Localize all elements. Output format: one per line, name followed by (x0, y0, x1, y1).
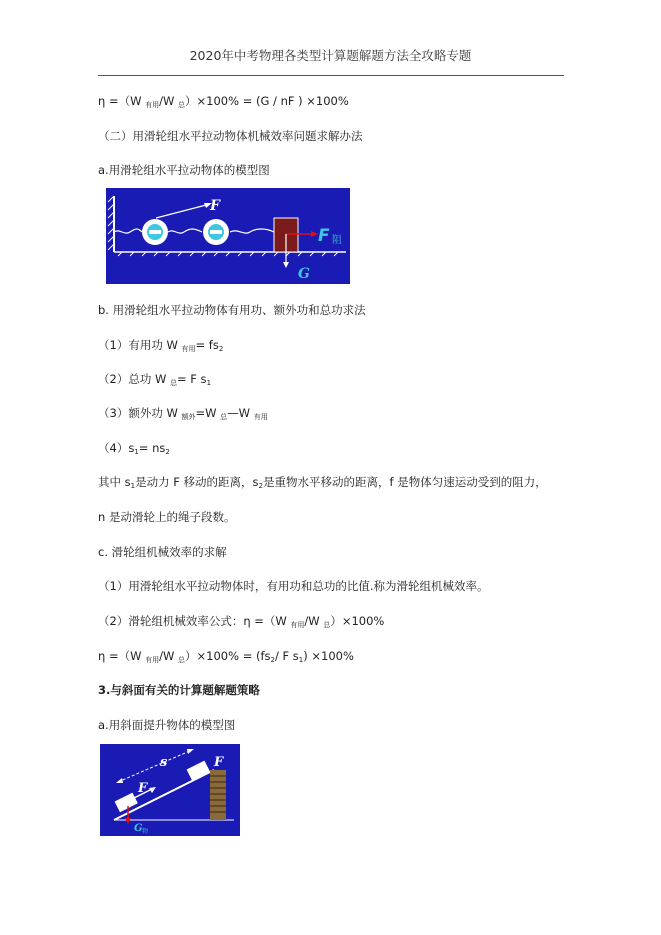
subheading-model-diagram (98, 162, 270, 178)
text-span: /W (159, 94, 179, 108)
text-span: b. 用滑轮组水平拉动物体有用功、额外功和总功求法 (98, 303, 366, 317)
text-span: （1）有用功 W (98, 338, 182, 352)
text-span: a.用滑轮组水平拉动物体的模型图 (98, 163, 270, 177)
incline-diagram (100, 744, 240, 836)
text-span: ）×100% = (fs (185, 649, 271, 663)
subscript: 有用 (253, 413, 268, 421)
subscript: 2 (218, 345, 224, 353)
label-g-subscript: 物 (142, 828, 149, 835)
text-span: /W (304, 614, 324, 628)
subheading-work-methods (98, 302, 366, 318)
subscript: 有用 (145, 101, 160, 109)
header-rule (98, 75, 564, 76)
text-span: =（W (105, 649, 146, 663)
subscript: 1 (206, 379, 212, 387)
formula-efficiency-vertical (98, 93, 349, 110)
text-span: ) ×100% (303, 649, 354, 663)
total-work-formula (98, 371, 211, 388)
text-span: 其中 s (98, 475, 131, 489)
text-span: （二）用滑轮组水平拉动物体机械效率问题求解办法 (98, 129, 363, 143)
subheading-incline-model (98, 717, 235, 733)
subscript: 总 (178, 101, 186, 109)
text-span: n 是动滑轮上的绳子段数。 (98, 510, 236, 524)
text-span: （1）用滑轮组水平拉动物体时，有用功和总功的比值.称为滑轮组机械效率。 (98, 579, 489, 593)
efficiency-formula (98, 613, 384, 630)
text-span: / F s (275, 649, 299, 663)
extra-work-formula (98, 405, 268, 422)
subscript: 额外 (181, 413, 196, 421)
text-span: 是动力 F 移动的距离，s (135, 475, 259, 489)
text-span: 是重物水平移动的距离，f 是物体匀速运动受到的阻力， (263, 475, 547, 489)
subscript: 有用 (145, 656, 160, 664)
subscript: 2 (258, 482, 264, 490)
text-span: （2）总功 W (98, 372, 170, 386)
text-span: c. 滑轮组机械效率的求解 (98, 545, 227, 559)
section-heading-incline (98, 682, 260, 698)
label-f-left: F (138, 781, 148, 796)
text-span: η (98, 649, 106, 663)
subscript: 总 (220, 413, 228, 421)
subscript: 1 (130, 482, 136, 490)
text-span: （4）s (98, 441, 135, 455)
section-heading-horizontal-pulley (98, 128, 363, 144)
subscript: 总 (178, 656, 186, 664)
pulley-horizontal-diagram (106, 188, 350, 284)
subscript: 2 (270, 656, 275, 664)
text-span: —W (227, 406, 254, 420)
text-span: =（W (105, 94, 146, 108)
text-span: /W (159, 649, 179, 663)
subscript: 1 (298, 656, 304, 664)
page-header: 2020年中考物理各类型计算题解题方法全攻略专题 (189, 48, 472, 63)
text-span: ）×100% = (G / nF ) ×100% (185, 94, 349, 108)
text-span: （3）额外功 W (98, 406, 182, 420)
subscript: 有用 (290, 621, 305, 629)
subscript: 总 (170, 379, 177, 387)
label-f-top: F (214, 755, 224, 770)
subscript: 1 (134, 448, 139, 456)
text-span: （2）滑轮组机械效率公式：η =（W (98, 614, 291, 628)
variable-explanation-cont (98, 509, 235, 525)
distance-relation-formula (98, 440, 170, 456)
label-g-weight: G (298, 266, 310, 282)
text-span: = ns (138, 441, 166, 455)
text-span: = fs (195, 338, 219, 352)
label-s-distance: s (160, 755, 168, 770)
text-span: = F s (177, 372, 207, 386)
efficiency-formula-expanded (98, 648, 354, 665)
subscript: 2 (165, 448, 170, 456)
label-f-resistance: F (318, 226, 330, 246)
text-span: a.用斜面提升物体的模型图 (98, 718, 236, 732)
label-resistance-char: 阻 (332, 235, 342, 246)
useful-work-formula (98, 337, 223, 354)
subscript: 总 (323, 621, 331, 629)
variable-explanation (98, 474, 547, 490)
efficiency-definition (98, 578, 488, 594)
text-span: 3.与斜面有关的计算题解题策略 (98, 683, 260, 697)
label-f-pull: F (210, 198, 220, 214)
text-span: η (98, 94, 106, 108)
subheading-efficiency-solution (98, 544, 227, 560)
text-span: ）×100% (330, 614, 385, 628)
subscript: 有用 (181, 345, 196, 353)
label-g-incline: G (134, 823, 143, 834)
text-span: =W (195, 406, 221, 420)
